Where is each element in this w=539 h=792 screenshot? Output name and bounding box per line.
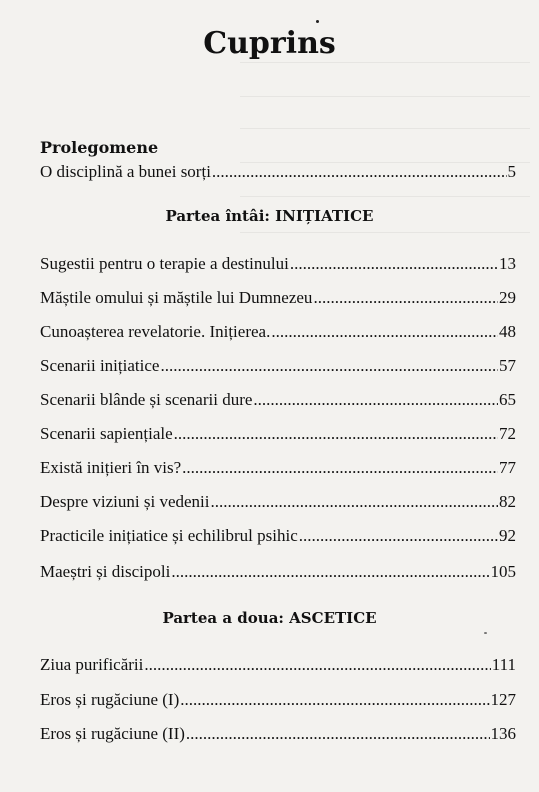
ink-speck [484,632,487,634]
entry-title: Maeștri și discipoli [40,562,171,581]
dot-leader [271,321,498,343]
toc-entry[interactable] [40,723,516,745]
toc-entry[interactable] [40,491,516,513]
dot-leader [186,723,490,745]
entry-title: Scenarii inițiatice [40,356,160,375]
entry-title: Există inițieri în vis? [40,458,182,477]
entry-title: Scenarii blânde și scenarii dure [40,390,253,409]
part2-heading: Partea a doua: ASCETICE [162,609,377,627]
entry-title: Ziua purificării [40,655,144,674]
dot-leader [290,253,498,275]
bleed-through-line [240,232,530,233]
entry-page: 57 [499,356,516,375]
toc-entry[interactable] [40,389,516,411]
dot-leader [253,389,498,411]
bleed-through-line [240,62,530,63]
entry-page: 65 [499,390,516,409]
entry-page: 77 [499,458,516,477]
toc-entry[interactable] [40,525,516,547]
dot-leader [313,287,498,309]
ink-speck [316,20,319,23]
entry-page: 82 [499,492,516,511]
toc-entry[interactable] [40,161,516,183]
entry-title: Eros și rugăciune (II) [40,724,185,743]
entry-page: 92 [499,526,516,545]
entry-title: O disciplină a bunei sorți [40,162,211,181]
prolegomene-label: Prolegomene [40,138,159,157]
entry-title: Practicile inițiatice și echilibrul psihic [40,526,298,545]
toc-entry[interactable] [40,253,516,275]
dot-leader [182,457,498,479]
dot-leader [174,423,498,445]
dot-leader [180,689,489,711]
bleed-through-line [240,196,530,197]
entry-page: 72 [499,424,516,443]
entry-title: Eros și rugăciune (I) [40,690,180,709]
dot-leader [144,654,490,676]
bleed-through-line [240,128,530,129]
entry-page: 127 [490,690,516,709]
entry-title: Măștile omului și măștile lui Dumnezeu [40,288,313,307]
dot-leader [299,525,498,547]
part1-heading: Partea întâi: INIȚIATICE [165,207,374,225]
dot-leader [160,355,498,377]
entry-title: Scenarii sapiențiale [40,424,173,443]
entry-title: Sugestii pentru o terapie a destinului [40,254,289,273]
dot-leader [171,561,489,583]
toc-entry[interactable] [40,287,516,309]
toc-entry[interactable] [40,561,516,583]
entry-page: 136 [490,724,516,743]
entry-page: 48 [499,322,516,341]
toc-entry[interactable] [40,321,516,343]
dot-leader [211,491,499,513]
entry-page: 13 [499,254,516,273]
page-title: Cuprins [203,26,336,61]
entry-page: 105 [490,562,516,581]
toc-entry[interactable] [40,689,516,711]
entry-page: 111 [491,655,516,674]
entry-page: 5 [507,162,516,181]
toc-entry[interactable] [40,423,516,445]
entry-title: Cunoașterea revelatorie. Inițierea. [40,322,271,341]
toc-entry[interactable] [40,355,516,377]
toc-entry[interactable] [40,457,516,479]
toc-entry[interactable] [40,654,516,676]
entry-title: Despre viziuni și vedenii [40,492,210,511]
entry-page: 29 [499,288,516,307]
dot-leader [212,161,507,183]
bleed-through-line [240,96,530,97]
